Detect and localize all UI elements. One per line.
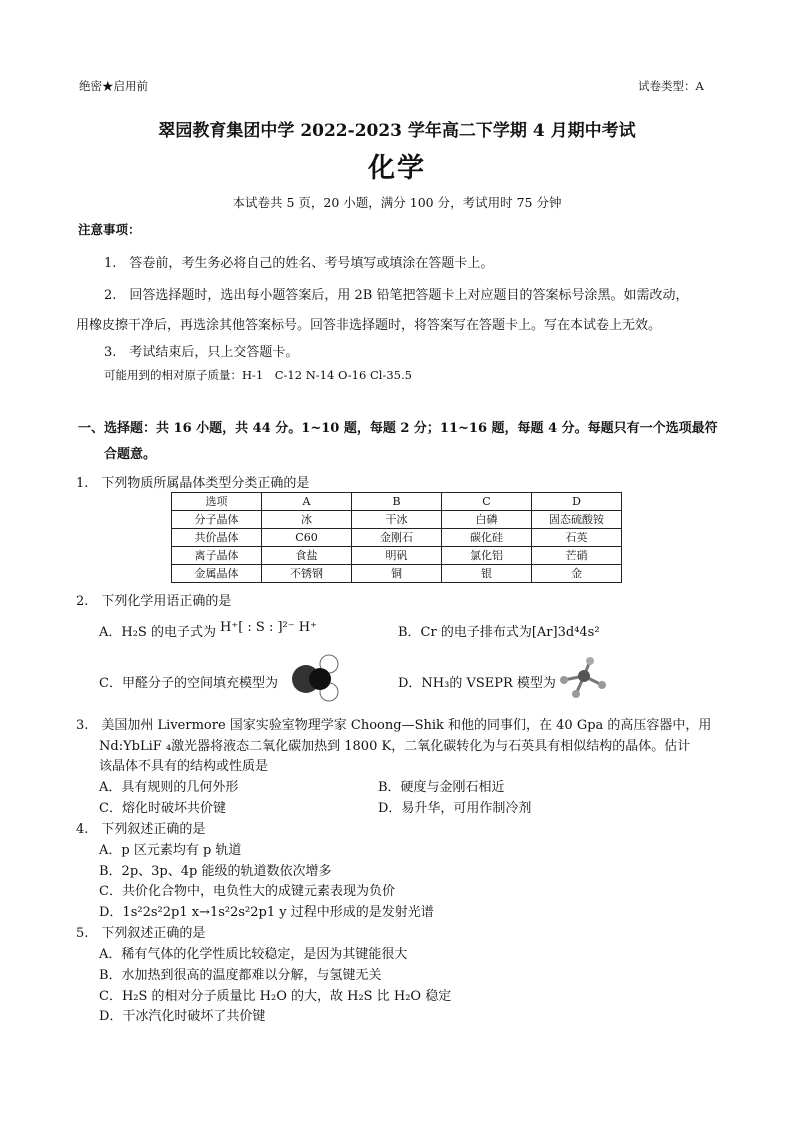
exam-title: 翠园教育集团中学 2022-2023 学年高二下学期 4 月期中考试 (158, 121, 636, 141)
table-cell: 金属晶体 (172, 565, 262, 583)
notice-item-3: 3. 考试结束后，只上交答题卡。 (104, 345, 299, 360)
q2-a-electron-formula: H⁺[ : S : ]²⁻ H⁺ (220, 620, 317, 635)
table-cell: C60 (262, 529, 352, 547)
table-cell: 分子晶体 (172, 511, 262, 529)
q1-stem: 1. 下列物质所属晶体类型分类正确的是 (76, 476, 310, 491)
table-cell: 氯化铝 (442, 547, 532, 565)
q3-line2: Nd:YbLiF ₄激光器将液态二氧化碳加热到 1800 K，二氧化碳转化为与石英具有相似结构的晶体。估计 (99, 739, 691, 754)
table-row (172, 565, 622, 583)
table-cell: 共价晶体 (172, 529, 262, 547)
table-cell: 明矾 (352, 547, 442, 565)
q3-line1: 3. 美国加州 Livermore 国家实验室物理学家 Choong—Shik 和他的同事们，在 40 Gpa 的高压容器中，用 (76, 718, 712, 733)
table-cell: 离子晶体 (172, 547, 262, 565)
table-cell: D (532, 493, 622, 511)
q5-option-a: A．稀有气体的化学性质比较稳定，是因为其键能很大 (99, 947, 408, 962)
section1-line1: 一、选择题：共 16 小题，共 44 分。1~10 题，每题 2 分；11~16 题，每题 4 分。每题只有一个选项最符 (78, 421, 718, 436)
table-row (172, 547, 622, 565)
table-row (172, 511, 622, 529)
q5-option-b: B．水加热到很高的温度都难以分解，与氢键无关 (99, 968, 382, 983)
header-confidential: 绝密★启用前 (79, 79, 148, 93)
q2-option-b: B．Cr 的电子排布式为[Ar]3d⁴4s² (398, 625, 600, 640)
table-cell: 金 (532, 565, 622, 583)
table-cell: 选项 (172, 493, 262, 511)
table-cell: 干冰 (352, 511, 442, 529)
q2-option-d: D．NH₃的 VSEPR 模型为 (398, 676, 556, 691)
table-cell: 铜 (352, 565, 442, 583)
q5-option-c: C．H₂S 的相对分子质量比 H₂O 的大，故 H₂S 比 H₂O 稳定 (99, 989, 452, 1004)
q3-option-d: D．易升华，可用作制冷剂 (378, 801, 532, 816)
table-row (172, 529, 622, 547)
q3-option-b: B．硬度与金刚石相近 (378, 780, 505, 795)
notice-item-2-cont: 用橡皮擦干净后，再选涂其他答案标号。回答非选择题时，将答案写在答题卡上。写在本试卷上无效。 (76, 318, 662, 333)
q4-option-a: A．p 区元素均有 p 轨道 (99, 843, 242, 858)
q4-option-c: C．共价化合物中，电负性大的成键元素表现为负价 (99, 884, 395, 899)
section1-line2: 合题意。 (104, 447, 157, 462)
table-cell: 白磷 (442, 511, 532, 529)
subject-title: 化学 (368, 153, 426, 184)
atomic-mass: 可能用到的相对原子质量：H-1 C-12 N-14 O-16 Cl-35.5 (104, 368, 412, 382)
table-cell: A (262, 493, 352, 511)
table-cell: 银 (442, 565, 532, 583)
q5-stem: 5. 下列叙述正确的是 (76, 926, 206, 941)
q3-option-c: C．熔化时破坏共价键 (99, 801, 226, 816)
table-cell: 冰 (262, 511, 352, 529)
table-cell: 不锈钢 (262, 565, 352, 583)
nh3-vsepr-model-image (556, 656, 612, 700)
notice-item-2: 2. 回答选择题时，选出每小题答案后，用 2B 铅笔把答题卡上对应题目的答案标号涂黑。如需改动， (104, 288, 689, 303)
q2-stem: 2. 下列化学用语正确的是 (76, 594, 232, 609)
table-cell: 金刚石 (352, 529, 442, 547)
exam-info: 本试卷共 5 页，20 小题，满分 100 分，考试用时 75 分钟 (232, 195, 562, 210)
notice-heading: 注意事项： (78, 222, 141, 237)
q4-option-b: B．2p、3p、4p 能级的轨道数依次增多 (99, 864, 332, 879)
table-cell: 固态硫酸铵 (532, 511, 622, 529)
q4-stem: 4. 下列叙述正确的是 (76, 822, 206, 837)
q2-option-c: C．甲醛分子的空间填充模型为 (99, 676, 278, 691)
q3-line3: 该晶体不具有的结构或性质是 (99, 759, 269, 774)
table-cell: 碳化硅 (442, 529, 532, 547)
notice-item-1: 1. 答卷前，考生务必将自己的姓名、考号填写或填涂在答题卡上。 (104, 256, 494, 271)
table-cell: 石英 (532, 529, 622, 547)
table-row (172, 493, 622, 511)
q4-option-d: D．1s²2s²2p1 x→1s²2s²2p1 y 过程中形成的是发射光谱 (99, 905, 434, 920)
table-cell: 食盐 (262, 547, 352, 565)
q3-option-a: A．具有规则的几何外形 (99, 780, 239, 795)
q2-option-a: A．H₂S 的电子式为 (99, 625, 216, 640)
formaldehyde-model-image (290, 652, 350, 704)
q1-table (171, 492, 622, 583)
header-exam-type: 试卷类型：A (638, 79, 704, 93)
q5-option-d: D．干冰汽化时破坏了共价键 (99, 1009, 266, 1024)
table-cell: B (352, 493, 442, 511)
table-cell: 芒硝 (532, 547, 622, 565)
table-cell: C (442, 493, 532, 511)
